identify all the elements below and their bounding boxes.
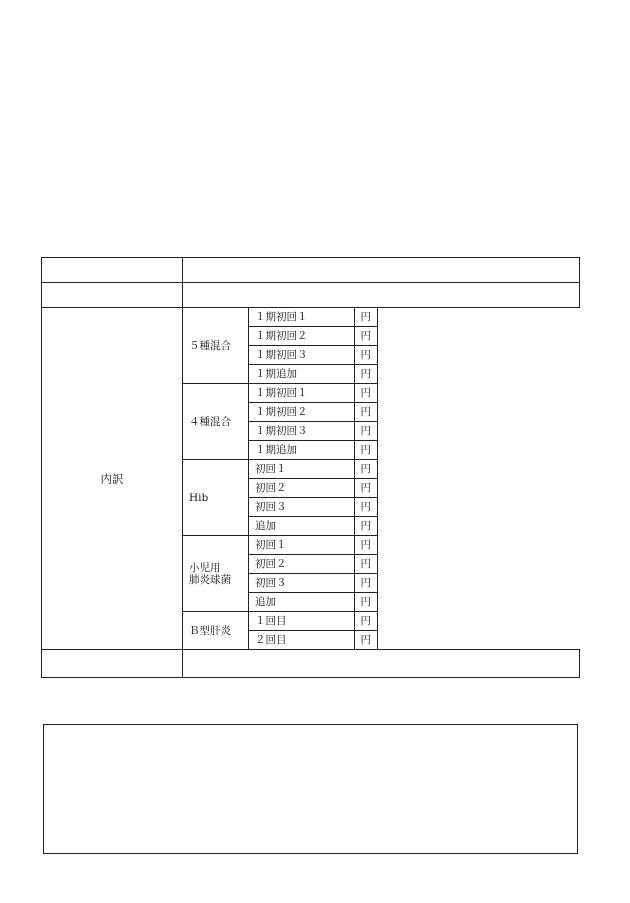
left-group-name: ４種混合 <box>183 384 249 460</box>
amount-label <box>42 283 183 308</box>
left-item-label: １期追加 <box>249 441 355 460</box>
left-group-name: Ｂ型肝炎 <box>183 612 249 650</box>
left-item-label: １期初回２ <box>249 403 355 422</box>
amount-value[interactable] <box>183 283 580 308</box>
left-item-label: １期初回３ <box>249 346 355 365</box>
main-table-wrapper <box>41 257 580 678</box>
conditions-box <box>43 724 578 854</box>
left-item-yen[interactable]: 円 <box>355 498 378 517</box>
left-item-yen[interactable]: 円 <box>355 517 378 536</box>
recipient-label <box>42 258 183 283</box>
left-item-yen[interactable]: 円 <box>355 460 378 479</box>
left-item-label: １期追加 <box>249 365 355 384</box>
reason-value[interactable] <box>183 650 580 678</box>
left-item-label: １期初回１ <box>249 308 355 327</box>
left-item-label: 初回１ <box>249 536 355 555</box>
left-item-label: 初回３ <box>249 498 355 517</box>
left-item-label: 初回２ <box>249 555 355 574</box>
left-group-name: ５種混合 <box>183 308 249 384</box>
left-item-yen[interactable]: 円 <box>355 346 378 365</box>
left-item-label: 追加 <box>249 517 355 536</box>
left-item-yen[interactable]: 円 <box>355 327 378 346</box>
left-item-label: 追加 <box>249 593 355 612</box>
breakdown-label: 内訳 <box>42 308 183 650</box>
recipient-value[interactable] <box>183 258 580 283</box>
left-group-name: 小児用 肺炎球菌 <box>183 536 249 612</box>
left-item-yen[interactable]: 円 <box>355 593 378 612</box>
left-item-yen[interactable]: 円 <box>355 612 378 631</box>
left-item-yen[interactable]: 円 <box>355 308 378 327</box>
breakdown-body <box>42 308 580 650</box>
main-table <box>41 257 580 678</box>
left-item-yen[interactable]: 円 <box>355 536 378 555</box>
left-item-label: 初回２ <box>249 479 355 498</box>
left-item-label: １期初回１ <box>249 384 355 403</box>
left-group-name: Hib <box>183 460 249 536</box>
left-item-label: １回目 <box>249 612 355 631</box>
left-item-yen[interactable]: 円 <box>355 403 378 422</box>
left-item-yen[interactable]: 円 <box>355 422 378 441</box>
left-item-yen[interactable]: 円 <box>355 631 378 650</box>
left-item-label: １期初回２ <box>249 327 355 346</box>
left-item-yen[interactable]: 円 <box>355 555 378 574</box>
left-item-label: 初回１ <box>249 460 355 479</box>
left-item-yen[interactable]: 円 <box>355 574 378 593</box>
reason-label <box>42 650 183 678</box>
left-item-label: １期初回３ <box>249 422 355 441</box>
left-item-yen[interactable]: 円 <box>355 365 378 384</box>
left-item-yen[interactable]: 円 <box>355 479 378 498</box>
left-item-yen[interactable]: 円 <box>355 441 378 460</box>
left-item-yen[interactable]: 円 <box>355 384 378 403</box>
left-item-label: ２回目 <box>249 631 355 650</box>
left-item-label: 初回３ <box>249 574 355 593</box>
